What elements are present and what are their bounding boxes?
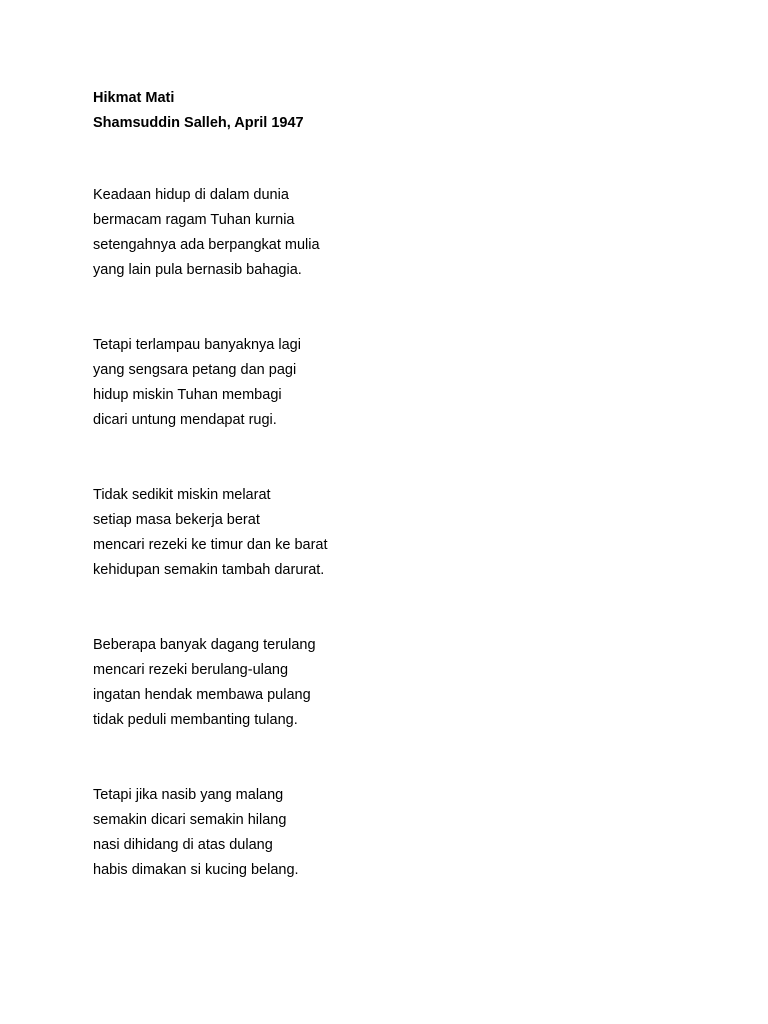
poem-line: Tidak sedikit miskin melarat [93,487,271,503]
poem-title: Hikmat Mati [93,90,175,106]
stanza-3 [93,483,713,583]
poem-line: hidup miskin Tuhan membagi [93,387,282,403]
poem-line: ingatan hendak membawa pulang [93,687,311,703]
poem-heading [93,86,693,136]
poem-line: habis dimakan si kucing belang. [93,862,299,878]
poem-author-date: Shamsuddin Salleh, April 1947 [93,115,304,131]
stanza-4 [93,633,713,733]
poem-line: Keadaan hidup di dalam dunia [93,187,289,203]
poem-line: nasi dihidang di atas dulang [93,837,273,853]
poem-line: Tetapi jika nasib yang malang [93,787,284,803]
poem-line: Tetapi terlampau banyaknya lagi [93,337,301,353]
poem-line: semakin dicari semakin hilang [93,812,287,828]
poem-line: Beberapa banyak dagang terulang [93,637,316,653]
stanza-5 [93,783,713,883]
poem-line: setiap masa bekerja berat [93,512,260,528]
poem-line: yang sengsara petang dan pagi [93,362,297,378]
poem-line: kehidupan semakin tambah darurat. [93,562,325,578]
stanza-2 [93,333,713,433]
poem-line: tidak peduli membanting tulang. [93,712,298,728]
poem-line: dicari untung mendapat rugi. [93,412,277,428]
poem-line: bermacam ragam Tuhan kurnia [93,212,295,228]
poem-line: setengahnya ada berpangkat mulia [93,237,320,253]
poem-line: mencari rezeki berulang-ulang [93,662,289,678]
stanza-1 [93,183,713,283]
poem-line: yang lain pula bernasib bahagia. [93,262,302,278]
poem-line: mencari rezeki ke timur dan ke barat [93,537,328,553]
